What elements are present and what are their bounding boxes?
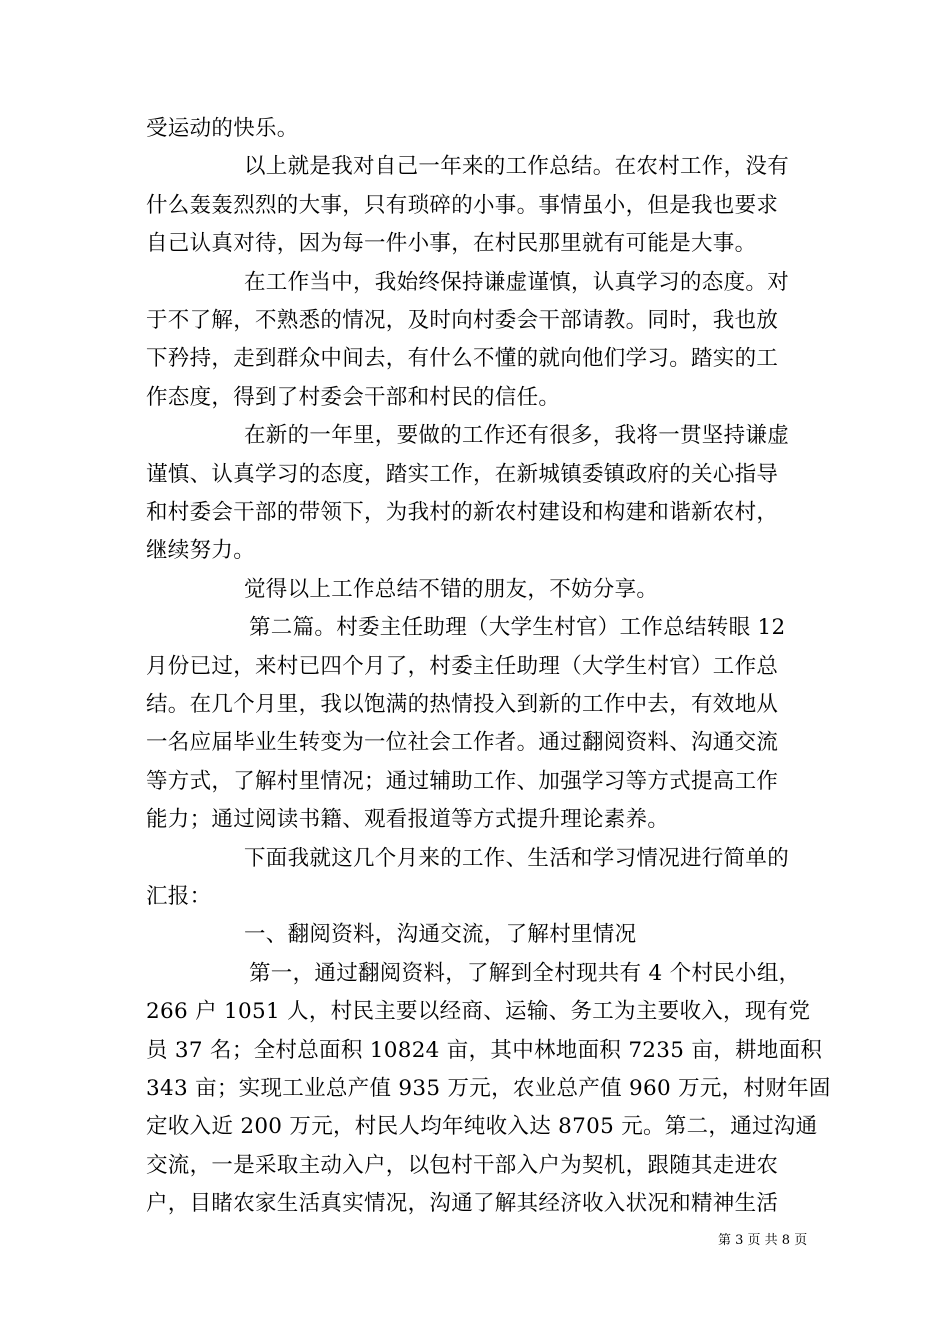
text-line-18: 等方式，了解村里情况；通过辅助工作、加强学习等方式提高工作 xyxy=(146,768,779,794)
text-line-25: 员 37 名；全村总面积 10824 亩，其中林地面积 7235 亩，耕地面积 xyxy=(146,1037,823,1063)
text-line-3: 什么轰轰烈烈的大事，只有琐碎的小事。事情虽小，但是我也要求 xyxy=(146,192,779,218)
text-line-12: 继续努力。 xyxy=(146,538,256,564)
text-line-27: 定收入近 200 万元，村民人均年纯收入达 8705 元。第二，通过沟通 xyxy=(146,1114,818,1140)
text-line-5: 在工作当中，我始终保持谦虚谨慎，认真学习的态度。对 xyxy=(244,269,790,295)
text-line-29: 户，目睹农家生活真实情况，沟通了解其经济收入状况和精神生活 xyxy=(146,1191,779,1217)
text-line-16: 结。在几个月里，我以饱满的热情投入到新的工作中去，有效地从 xyxy=(146,692,779,717)
text-line-22: 一、翻阅资料，沟通交流，了解村里情况 xyxy=(244,922,637,948)
text-line-19: 能力；通过阅读书籍、观看报道等方式提升理论素养。 xyxy=(146,807,670,833)
text-line-13: 觉得以上工作总结不错的朋友，不妨分享。 xyxy=(244,576,659,602)
text-line-20: 下面我就这几个月来的工作、生活和学习情况进行简单的 xyxy=(244,845,790,871)
page-number: 第 3 页 共 8 页 xyxy=(718,1233,808,1248)
text-line-6: 于不了解，不熟悉的情况，及时向村委会干部请教。同时，我也放 xyxy=(146,308,779,333)
text-line-4: 自己认真对待，因为每一件小事，在村民那里就有可能是大事。 xyxy=(146,231,757,257)
text-line-8: 作态度，得到了村委会干部和村民的信任。 xyxy=(146,384,561,410)
text-line-21: 汇报： xyxy=(146,884,212,909)
text-line-2: 以上就是我对自己一年来的工作总结。在农村工作，没有 xyxy=(244,154,790,180)
text-line-10: 谨慎、认真学习的态度，踏实工作，在新城镇委镇政府的关心指导 xyxy=(146,461,779,487)
text-line-24: 266 户 1051 人，村民主要以经商、运输、务工为主要收入，现有党 xyxy=(146,999,811,1025)
text-line-11: 和村委会干部的带领下，为我村的新农村建设和构建和谐新农村， xyxy=(146,500,779,525)
text-line-23: 第一，通过翻阅资料，了解到全村现共有 4 个村民小组， xyxy=(249,960,801,986)
text-line-28: 交流，一是采取主动入户，以包村干部入户为契机，跟随其走进农 xyxy=(146,1152,779,1178)
text-line-9: 在新的一年里，要做的工作还有很多，我将一贯坚持谦虚 xyxy=(244,423,790,449)
text-line-14: 第二篇。村委主任助理（大学生村官）工作总结转眼 12 xyxy=(249,615,786,641)
text-line-17: 一名应届毕业生转变为一位社会工作者。通过翻阅资料、沟通交流 xyxy=(146,730,779,756)
text-line-1: 受运动的快乐。 xyxy=(146,116,299,141)
text-line-15: 月份已过，来村已四个月了，村委主任助理（大学生村官）工作总 xyxy=(146,653,779,679)
text-line-7: 下矜持，走到群众中间去，有什么不懂的就向他们学习。踏实的工 xyxy=(146,346,779,372)
text-line-26: 343 亩；实现工业总产值 935 万元，农业总产值 960 万元，村财年固 xyxy=(146,1076,831,1101)
